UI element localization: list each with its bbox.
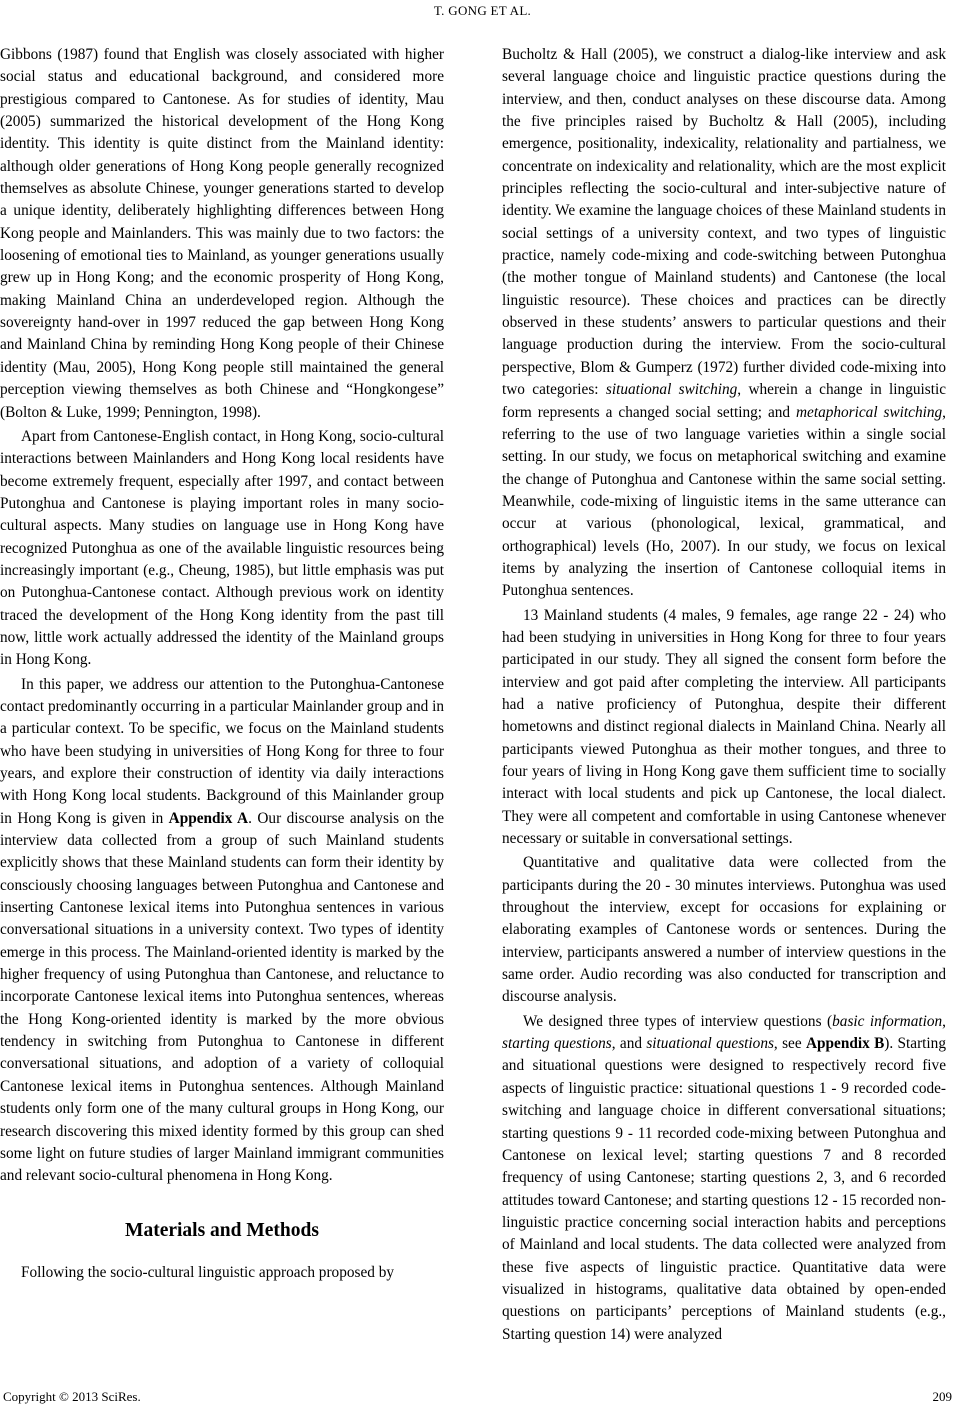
section-heading: Materials and Methods [125, 1219, 319, 1241]
emphasis-term: situational questions [646, 1035, 774, 1053]
emphasis-term: metaphorical switching [796, 403, 943, 421]
text-run: Bucholtz & Hall (2005), we construct a dialog-like interview and ask several language choice and linguistic practice questions during the interview, and then, conduct analyses on these discourse data. Among the five principles raised by Bucholtz & Hall (2005), including emergence, positionality, indexicality, relationality and partialness, we concentrate on indexicality and relationality, which are the most explicit principles reflecting the socio-cultural and inter-subjective nature of identity. We examine the language choices of these Mainland students in social settings of a university context, and two types of linguistic practice, namely code-mixing and code-switching between Putonghua (the mother tongue of Mainland students) and Cantonese (the local linguistic resource). These choices and practices can be directly observed in these students’ answers to particular questions and their language production during the interview. From the socio-cultural perspective, Blom & Gumperz (1972) further divided code-mixing into two categories: [502, 46, 946, 399]
text-run: , see [773, 1035, 806, 1053]
right-column [502, 44, 946, 1346]
page-number: 209 [932, 1389, 952, 1404]
paragraph: Quantitative and qualitative data were collected from the participants during the 20 - 30 minutes interviews. Putonghua was used throughout the interview, except for occasions for explaining or elaborating examples of Cantonese words or sentences. During the interview, participants answered a number of interview questions in the same order. Audio recording was also conducted for transcription and discourse analysis. [502, 854, 946, 1006]
paragraph: 13 Mainland students (4 males, 9 females, age range 22 - 24) who had been studying in universities in Hong Kong for three to four years participated in our study. They all signed the consent form before the interview and got paid after completing the interview. All participants had a native proficiency of Putonghua, despite their different hometowns and distinct regional dialects in Mainland China. Nearly all participants viewed Putonghua as their mother tongues, and three to four years of living in Hong Kong gave them sufficient time to socially interact with local students and pick up Cantonese, the local dialect. They were all competent and comfortable in using Cantonese whenever necessary or suitable in conversational settings. [502, 606, 946, 848]
copyright-notice: Copyright © 2013 SciRes. [3, 1389, 141, 1404]
text-run: . Our discourse analysis on the interview data collected from a group of such Mainland students explicitly shows that these Mainland students can form their identity by consciously choosing languages between Putonghua and Cantonese and inserting Cantonese lexical items into Putonghua sentences in various conversational situations in a university context. Two types of identity emerge in this process. The Mainland-oriented identity is marked by the higher frequency of using Putonghua than Cantonese, and reluctance to incorporate Cantonese lexical items into Putonghua sentences, whereas the Hong Kong-oriented identity is marked by the more obvious tendency in switching from Putonghua to Cantonese in different conversational situations, and adoption of a variety of colloquial Cantonese lexical items in Putonghua sentences. Although Mainland students only form one of the many cultural groups in Hong Kong, our research discovering this mixed identity formed by this group can shed some light on future studies of larger Mainland immigrant communities and relevant socio-cultural phenomena in Hong Kong. [0, 809, 444, 1185]
paragraph [502, 1011, 946, 1346]
text-run: , wherein a change in linguistic form represents a changed social setting; and [502, 381, 946, 421]
text-run: , referring to the use of two language varieties within a single social setting. In our study, we focus on metaphorical switching and examine the change of Putonghua and Cantonese within the same social setting. Meanwhile, code-mixing of linguistic items in the same utterance can occur at various (phonological, lexical, grammatical, and orthographical) levels (Ho, 2007). In our study, we focus on lexical items by analyzing the insertion of Cantonese colloquial items in Putonghua sentences. [502, 403, 946, 600]
text-run: In this paper, we address our attention to the Putonghua-Cantonese contact predominantly occurring in a particular Mainlander group and in a particular context. To be specific, we focus on the Mainland students who have been studying in universities of Hong Kong for three to four years, and explore their construction of identity via daily interactions with Hong Kong local students. Background of this Mainlander group in Hong Kong is given in [0, 675, 444, 827]
text-run: ). Starting and situational questions were designed to respectively record five aspects of linguistic practice: situational questions 1 - 9 recorded code-switching and language choice in different conversational situations; starting questions 9 - 11 recorded code-mixing between Putonghua and Cantonese on lexical level; starting questions 7 and 8 recorded frequency of using Cantonese; starting questions 2, 3, and 6 recorded attitudes toward Cantonese; and starting questions 12 - 15 recorded non-linguistic practice concerning social interaction habits and perceptions of Mainland and local students. The data collected were analyzed from these five aspects of linguistic practice. Quantitative data were visualized in histograms, qualitative data obtained by open-ended questions on participants’ perceptions of Mainland students (e.g., Starting question 14) were analyzed [502, 1035, 946, 1343]
appendix-a-reference: Appendix A [168, 809, 249, 827]
left-column [0, 44, 444, 1284]
emphasis-term: starting questions [502, 1035, 612, 1053]
text-run: , and [611, 1035, 647, 1053]
text-run: We designed three types of interview questions ( [523, 1012, 833, 1030]
text-run: , [942, 1012, 946, 1030]
emphasis-term: situational switching [605, 381, 738, 399]
paragraph [0, 674, 444, 1188]
appendix-b-reference: Appendix B [805, 1035, 885, 1053]
paragraph: Gibbons (1987) found that English was closely associated with higher social status and educational background, and considered more prestigious compared to Cantonese. As for studies of identity, Mau (2005) summarized the historical development of the Hong Kong identity. This identity is quite distinct from the Mainland identity: although older generations of Hong Kong people generally recognized themselves as absolute Chinese, younger generations started to develop a unique identity, deliberately highlighting differences between Hong Kong people and Mainlanders. This was mainly due to two factors: the loosening of emotional ties to Mainland, as younger generations usually grew up in Hong Kong; and the economic prosperity of Hong Kong, making Mainland China an underdeveloped region. Although the sovereignty hand-over in 1997 reduced the gap between Hong Kong and Mainland China by reminding Hong Kong people of their Chinese identity (Mau, 2005), Hong Kong people still maintained the general perception viewing themselves as both Chinese and “Hongkongese” (Bolton & Luke, 1999; Pennington, 1998). [0, 46, 444, 421]
running-head: T. GONG ET AL. [433, 3, 532, 18]
emphasis-term: basic information [832, 1012, 943, 1030]
paragraph: Apart from Cantonese-English contact, in Hong Kong, socio-cultural interactions between Mainlanders and Hong Kong local residents have become extremely frequent, especially after 1997, and contact between Putonghua and Cantonese is playing important roles in many socio-cultural aspects. Many studies on language use in Hong Kong have recognized Putonghua as one of the available linguistic resources being increasingly important (e.g., Cheung, 1985), but little emphasis was put on Putonghua-Cantonese contact. Although previous work on identity traced the development of the Hong Kong identity from the past till now, little work actually addressed the identity of the Mainland groups in Hong Kong. [0, 427, 444, 669]
paragraph [502, 44, 946, 603]
paragraph: Following the socio-cultural linguistic approach proposed by [21, 1263, 395, 1281]
